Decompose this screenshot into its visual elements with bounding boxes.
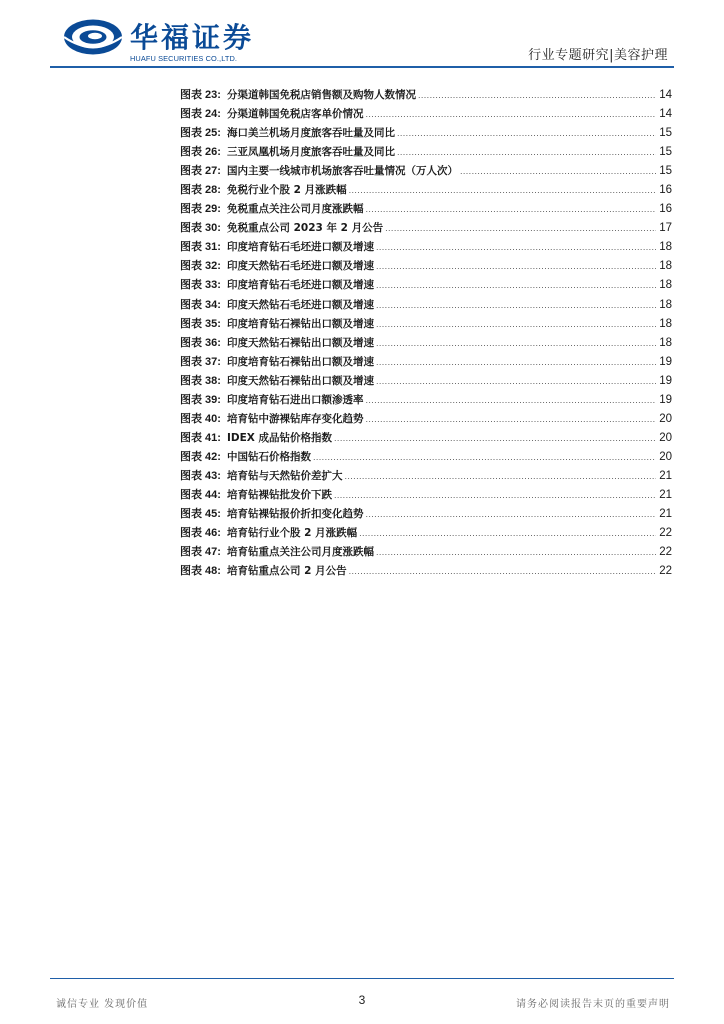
- figure-label: 图表 41:: [180, 431, 221, 444]
- dot-leader: [349, 185, 656, 195]
- figure-title: 三亚凤凰机场月度旅客吞吐量及同比: [226, 146, 395, 159]
- figure-title: 国内主要一线城市机场旅客吞吐量情况（万人次）: [226, 165, 458, 178]
- figure-title: 免税重点公司 2023 年 2 月公告: [226, 222, 384, 235]
- figure-title: 印度培育钻石裸钻出口额及增速: [226, 317, 374, 330]
- figure-title: 印度天然钻石裸钻出口额及增速: [226, 374, 374, 387]
- toc-entry[interactable]: [180, 334, 672, 353]
- figure-label: 图表 38:: [180, 374, 221, 387]
- figure-title: IDEX 成品钻价格指数: [226, 431, 333, 444]
- figure-title: 印度天然钻石毛坯进口额及增速: [226, 298, 374, 311]
- figure-title: 印度培育钻石毛坯进口额及增速: [226, 241, 374, 254]
- figure-page-number: 15: [659, 146, 672, 159]
- logo-english-name: HUAFU SECURITIES CO.,LTD.: [130, 54, 238, 63]
- figure-page-number: 16: [659, 203, 672, 216]
- toc-entry[interactable]: [180, 143, 672, 162]
- figure-page-number: 20: [659, 450, 672, 463]
- figure-title: 分渠道韩国免税店客单价情况: [226, 108, 364, 121]
- figure-page-number: 19: [659, 393, 672, 406]
- toc-entry[interactable]: [180, 486, 672, 505]
- dot-leader: [376, 338, 656, 348]
- toc-entry[interactable]: [180, 467, 672, 486]
- figure-label: 图表 32:: [180, 260, 221, 273]
- dot-leader: [397, 147, 656, 157]
- figure-title: 培育钻重点关注公司月度涨跌幅: [226, 546, 374, 559]
- toc-entry[interactable]: [180, 200, 672, 219]
- figure-page-number: 18: [659, 298, 672, 311]
- figure-title: 印度培育钻石裸钻出口额及增速: [226, 355, 374, 368]
- figure-title: 分渠道韩国免税店销售额及购物人数情况: [226, 89, 416, 101]
- toc-entry[interactable]: [180, 238, 672, 257]
- toc-entry[interactable]: [180, 315, 672, 334]
- figure-label: 图表 23:: [180, 89, 221, 101]
- dot-leader: [376, 319, 656, 329]
- figure-label: 图表 29:: [180, 203, 221, 216]
- figure-label: 图表 42:: [180, 450, 221, 463]
- figure-label: 图表 35:: [180, 317, 221, 330]
- dot-leader: [376, 357, 656, 367]
- toc-entry[interactable]: [180, 219, 672, 238]
- figure-title: 印度天然钻石裸钻出口额及增速: [226, 336, 374, 349]
- logo-chinese-name: 华福证券: [130, 21, 255, 54]
- toc-entry[interactable]: [180, 124, 672, 143]
- figure-label: 图表 48:: [180, 565, 221, 578]
- figure-page-number: 19: [659, 355, 672, 368]
- dot-leader: [334, 490, 656, 500]
- figure-label: 图表 37:: [180, 355, 221, 368]
- figure-page-number: 20: [659, 412, 672, 425]
- header-divider: [50, 66, 674, 68]
- figure-page-number: 14: [659, 108, 672, 121]
- figure-label: 图表 45:: [180, 508, 221, 521]
- dot-leader: [376, 261, 656, 271]
- figure-label: 图表 25:: [180, 127, 221, 140]
- figure-label: 图表 47:: [180, 546, 221, 559]
- toc-entry[interactable]: [180, 105, 672, 124]
- dot-leader: [385, 223, 656, 233]
- figure-page-number: 18: [659, 317, 672, 330]
- toc-entry[interactable]: [180, 181, 672, 200]
- figure-label: 图表 36:: [180, 336, 221, 349]
- figure-title: 培育钻行业个股 2 月涨跌幅: [226, 527, 358, 540]
- figure-page-number: 21: [659, 469, 672, 482]
- figure-title: 海口美兰机场月度旅客吞吐量及同比: [226, 127, 395, 140]
- toc-entry[interactable]: [180, 410, 672, 429]
- figure-page-number: 16: [659, 184, 672, 197]
- footer-disclaimer: 请务必阅读报告末页的重要声明: [516, 999, 670, 1010]
- toc-entry[interactable]: [180, 372, 672, 391]
- figure-label: 图表 24:: [180, 108, 221, 121]
- figure-label: 图表 26:: [180, 146, 221, 159]
- dot-leader: [365, 109, 656, 119]
- figure-page-number: 22: [659, 565, 672, 578]
- figure-label: 图表 31:: [180, 241, 221, 254]
- dot-leader: [376, 300, 656, 310]
- toc-entry[interactable]: [180, 562, 672, 581]
- dot-leader: [349, 566, 656, 576]
- figure-label: 图表 43:: [180, 469, 221, 482]
- figure-page-number: 18: [659, 279, 672, 292]
- huafu-logo-icon: [62, 17, 124, 57]
- dot-leader: [359, 528, 656, 538]
- figure-title: 培育钻裸钻报价折扣变化趋势: [226, 508, 364, 521]
- dot-leader: [376, 547, 656, 557]
- figure-title: 培育钻与天然钻价差扩大: [226, 469, 343, 482]
- dot-leader: [460, 166, 656, 176]
- figure-page-number: 15: [659, 165, 672, 178]
- dot-leader: [397, 128, 656, 138]
- figure-page-number: 22: [659, 546, 672, 559]
- toc-entry[interactable]: [180, 296, 672, 315]
- dot-leader: [376, 242, 656, 252]
- figure-title: 免税行业个股 2 月涨跌幅: [226, 184, 347, 197]
- figure-page-number: 18: [659, 260, 672, 273]
- toc-entry[interactable]: [180, 505, 672, 524]
- figure-title: 培育钻重点公司 2 月公告: [226, 565, 347, 578]
- figure-title: 印度天然钻石毛坯进口额及增速: [226, 260, 374, 273]
- figure-label: 图表 39:: [180, 393, 221, 406]
- toc-entry[interactable]: [180, 543, 672, 562]
- dot-leader: [376, 376, 656, 386]
- figure-title: 印度培育钻石进出口额渗透率: [226, 393, 364, 406]
- dot-leader: [313, 452, 656, 462]
- figure-page-number: 18: [659, 241, 672, 254]
- report-category: 行业专题研究|美容护理: [528, 48, 668, 63]
- dot-leader: [365, 414, 656, 424]
- figure-label: 图表 30:: [180, 222, 221, 235]
- figure-list: [180, 86, 672, 581]
- toc-entry[interactable]: [180, 429, 672, 448]
- figure-page-number: 22: [659, 527, 672, 540]
- figure-label: 图表 40:: [180, 412, 221, 425]
- figure-page-number: 17: [659, 222, 672, 235]
- toc-entry[interactable]: [180, 86, 672, 105]
- figure-label: 图表 46:: [180, 527, 221, 540]
- figure-label: 图表 28:: [180, 184, 221, 197]
- figure-page-number: 21: [659, 488, 672, 501]
- dot-leader: [344, 471, 656, 481]
- figure-label: 图表 33:: [180, 279, 221, 292]
- dot-leader: [365, 204, 656, 214]
- figure-label: 图表 34:: [180, 298, 221, 311]
- figure-title: 培育钻裸钻批发价下跌: [226, 488, 332, 501]
- figure-page-number: 15: [659, 127, 672, 140]
- company-logo: [62, 14, 255, 66]
- figure-label: 图表 27:: [180, 165, 221, 178]
- dot-leader: [365, 395, 656, 405]
- toc-entry[interactable]: [180, 257, 672, 276]
- toc-entry[interactable]: [180, 162, 672, 181]
- figure-page-number: 19: [659, 374, 672, 387]
- figure-page-number: 21: [659, 508, 672, 521]
- toc-entry[interactable]: [180, 276, 672, 295]
- figure-title: 培育钻中游裸钻库存变化趋势: [226, 412, 364, 425]
- figure-page-number: 14: [659, 89, 672, 101]
- toc-entry[interactable]: [180, 524, 672, 543]
- figure-title: 免税重点关注公司月度涨跌幅: [226, 203, 364, 216]
- dot-leader: [418, 90, 656, 100]
- toc-entry[interactable]: [180, 353, 672, 372]
- page-number: 3: [358, 993, 366, 1007]
- dot-leader: [334, 433, 656, 443]
- figure-label: 图表 44:: [180, 488, 221, 501]
- footer-slogan: 诚信专业 发现价值: [56, 999, 149, 1010]
- dot-leader: [376, 280, 656, 290]
- dot-leader: [365, 509, 656, 519]
- toc-entry[interactable]: [180, 391, 672, 410]
- footer-divider: [50, 978, 674, 979]
- figure-page-number: 18: [659, 336, 672, 349]
- toc-entry[interactable]: [180, 448, 672, 467]
- figure-title: 中国钻石价格指数: [226, 450, 311, 463]
- figure-page-number: 20: [659, 431, 672, 444]
- figure-title: 印度培育钻石毛坯进口额及增速: [226, 279, 374, 292]
